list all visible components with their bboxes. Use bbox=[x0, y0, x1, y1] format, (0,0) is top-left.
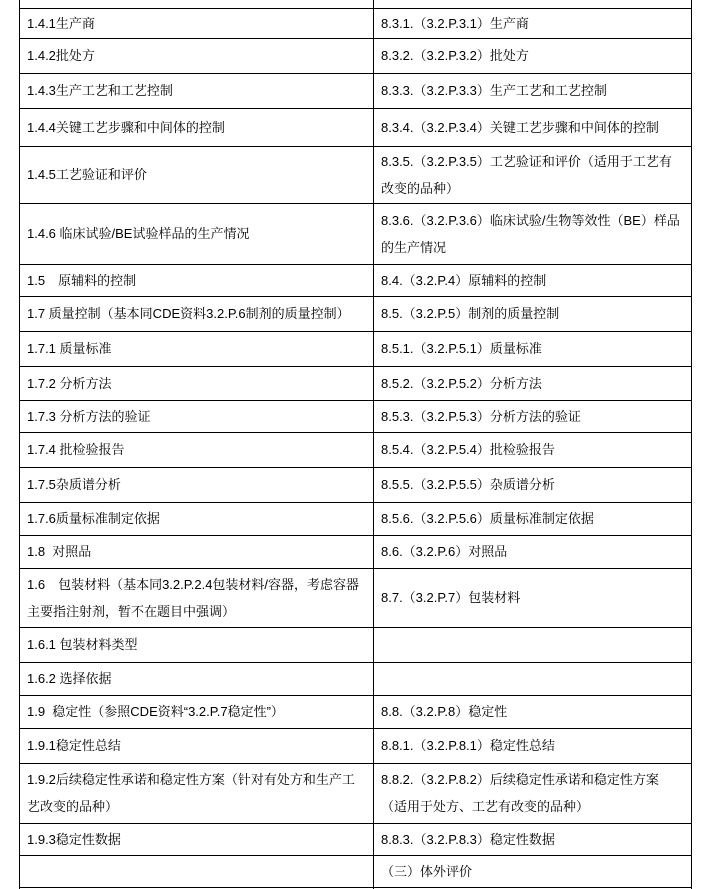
table-row bbox=[20, 296, 692, 331]
cell-ctd-section: 8.5.6.（3.2.P.5.6）质量标准制定依据 bbox=[374, 502, 692, 535]
cell-internal-section: 1.4.5工艺验证和评价 bbox=[20, 146, 374, 203]
cell-ctd-section bbox=[374, 662, 692, 695]
cell-ctd-section: 8.8.1.（3.2.P.8.1）稳定性总结 bbox=[374, 728, 692, 763]
table-row bbox=[20, 728, 692, 763]
cell-internal-section: 1.7.6质量标准制定依据 bbox=[20, 502, 374, 535]
table-row bbox=[20, 467, 692, 502]
cell-ctd-section: 8.3.2.（3.2.P.3.2）批处方 bbox=[374, 38, 692, 73]
table-row bbox=[20, 502, 692, 535]
table-row bbox=[20, 400, 692, 432]
table-row bbox=[20, 331, 692, 366]
cell-ctd-section: 8.5.1.（3.2.P.5.1）质量标准 bbox=[374, 331, 692, 366]
table-row bbox=[20, 568, 692, 627]
table-row bbox=[20, 627, 692, 662]
cell-internal-section bbox=[20, 855, 374, 887]
table-row bbox=[20, 146, 692, 203]
cell-internal-section: 1.4.3生产工艺和工艺控制 bbox=[20, 73, 374, 108]
cell-ctd-section: 8.8.2.（3.2.P.8.2）后续稳定性承诺和稳定性方案 （适用于处方、工艺有改变的品种） bbox=[374, 763, 692, 823]
cell-internal-section: 1.9.2后续稳定性承诺和稳定性方案（针对有处方和生产工艺改变的品种） bbox=[20, 763, 374, 823]
table-row bbox=[20, 264, 692, 296]
cell-internal-section: 1.7.2 分析方法 bbox=[20, 366, 374, 400]
cell-ctd-section: 8.5.2.（3.2.P.5.2）分析方法 bbox=[374, 366, 692, 400]
cell-internal-section: 1.4.4关键工艺步骤和中间体的控制 bbox=[20, 108, 374, 146]
cell-internal-section: 1.4.2批处方 bbox=[20, 38, 374, 73]
cell-internal-section: 1.8 对照品 bbox=[20, 535, 374, 568]
table-row bbox=[20, 8, 692, 38]
cell-internal-section: 1.6 包装材料（基本同3.2.P.2.4包装材料/容器，考虑容器主要指注射剂，暂不在题目中强调） bbox=[20, 568, 374, 627]
cell-internal-section: 1.7.3 分析方法的验证 bbox=[20, 400, 374, 432]
cell-ctd-section: 8.5.（3.2.P.5）制剂的质量控制 bbox=[374, 296, 692, 331]
cell-internal-section: 1.4.1生产商 bbox=[20, 8, 374, 38]
cell-internal-section: 1.7.5杂质谱分析 bbox=[20, 467, 374, 502]
cell-ctd-section: 8.6.（3.2.P.6）对照品 bbox=[374, 535, 692, 568]
table-row bbox=[20, 38, 692, 73]
cell-ctd-section: 8.5.4.（3.2.P.5.4）批检验报告 bbox=[374, 432, 692, 467]
cell-ctd-section: 8.3.5.（3.2.P.3.5）工艺验证和评价（适用于工艺有改变的品种） bbox=[374, 146, 692, 203]
cell-ctd-section: 8.3.3.（3.2.P.3.3）生产工艺和工艺控制 bbox=[374, 73, 692, 108]
cell-internal-section: 1.9 稳定性（参照CDE资料“3.2.P.7稳定性”） bbox=[20, 695, 374, 728]
cell-ctd-section: 8.5.5.（3.2.P.5.5）杂质谱分析 bbox=[374, 467, 692, 502]
cell-ctd-section: 8.4.（3.2.P.4）原辅料的控制 bbox=[374, 264, 692, 296]
cell-ctd-section: 8.8.（3.2.P.8）稳定性 bbox=[374, 695, 692, 728]
cell-ctd-section: （三）体外评价 bbox=[374, 855, 692, 887]
table-row bbox=[20, 535, 692, 568]
cell-internal-section: 1.9.3稳定性数据 bbox=[20, 823, 374, 855]
cell-ctd-section: 8.7.（3.2.P.7）包装材料 bbox=[374, 568, 692, 627]
ctd-mapping-table bbox=[19, 0, 692, 889]
table-row bbox=[20, 0, 692, 8]
cell-ctd-section bbox=[374, 627, 692, 662]
cell-internal-section: 1.5 原辅料的控制 bbox=[20, 264, 374, 296]
cell-internal-section: 1.4.6 临床试验/BE试验样品的生产情况 bbox=[20, 203, 374, 264]
cell-internal-section: 1.7.1 质量标准 bbox=[20, 331, 374, 366]
cell-internal-section bbox=[20, 0, 374, 8]
cell-internal-section: 1.7 质量控制（基本同CDE资料3.2.P.6制剂的质量控制） bbox=[20, 296, 374, 331]
cell-internal-section: 1.9.1稳定性总结 bbox=[20, 728, 374, 763]
cell-ctd-section bbox=[374, 0, 692, 8]
cell-ctd-section: 8.3.6.（3.2.P.3.6）临床试验/生物等效性（BE）样品的生产情况 bbox=[374, 203, 692, 264]
table-row bbox=[20, 366, 692, 400]
cell-ctd-section: 8.3.1.（3.2.P.3.1）生产商 bbox=[374, 8, 692, 38]
cell-ctd-section: 8.5.3.（3.2.P.5.3）分析方法的验证 bbox=[374, 400, 692, 432]
table-row bbox=[20, 432, 692, 467]
table-row bbox=[20, 203, 692, 264]
table-row bbox=[20, 763, 692, 823]
table-row bbox=[20, 695, 692, 728]
cell-internal-section: 1.6.1 包装材料类型 bbox=[20, 627, 374, 662]
table-row bbox=[20, 108, 692, 146]
table-row bbox=[20, 73, 692, 108]
cell-internal-section: 1.6.2 选择依据 bbox=[20, 662, 374, 695]
table-row bbox=[20, 855, 692, 887]
table-row bbox=[20, 823, 692, 855]
cell-ctd-section: 8.8.3.（3.2.P.8.3）稳定性数据 bbox=[374, 823, 692, 855]
table-row bbox=[20, 662, 692, 695]
mapping-table-body bbox=[20, 0, 692, 889]
cell-ctd-section: 8.3.4.（3.2.P.3.4）关键工艺步骤和中间体的控制 bbox=[374, 108, 692, 146]
cell-internal-section: 1.7.4 批检验报告 bbox=[20, 432, 374, 467]
